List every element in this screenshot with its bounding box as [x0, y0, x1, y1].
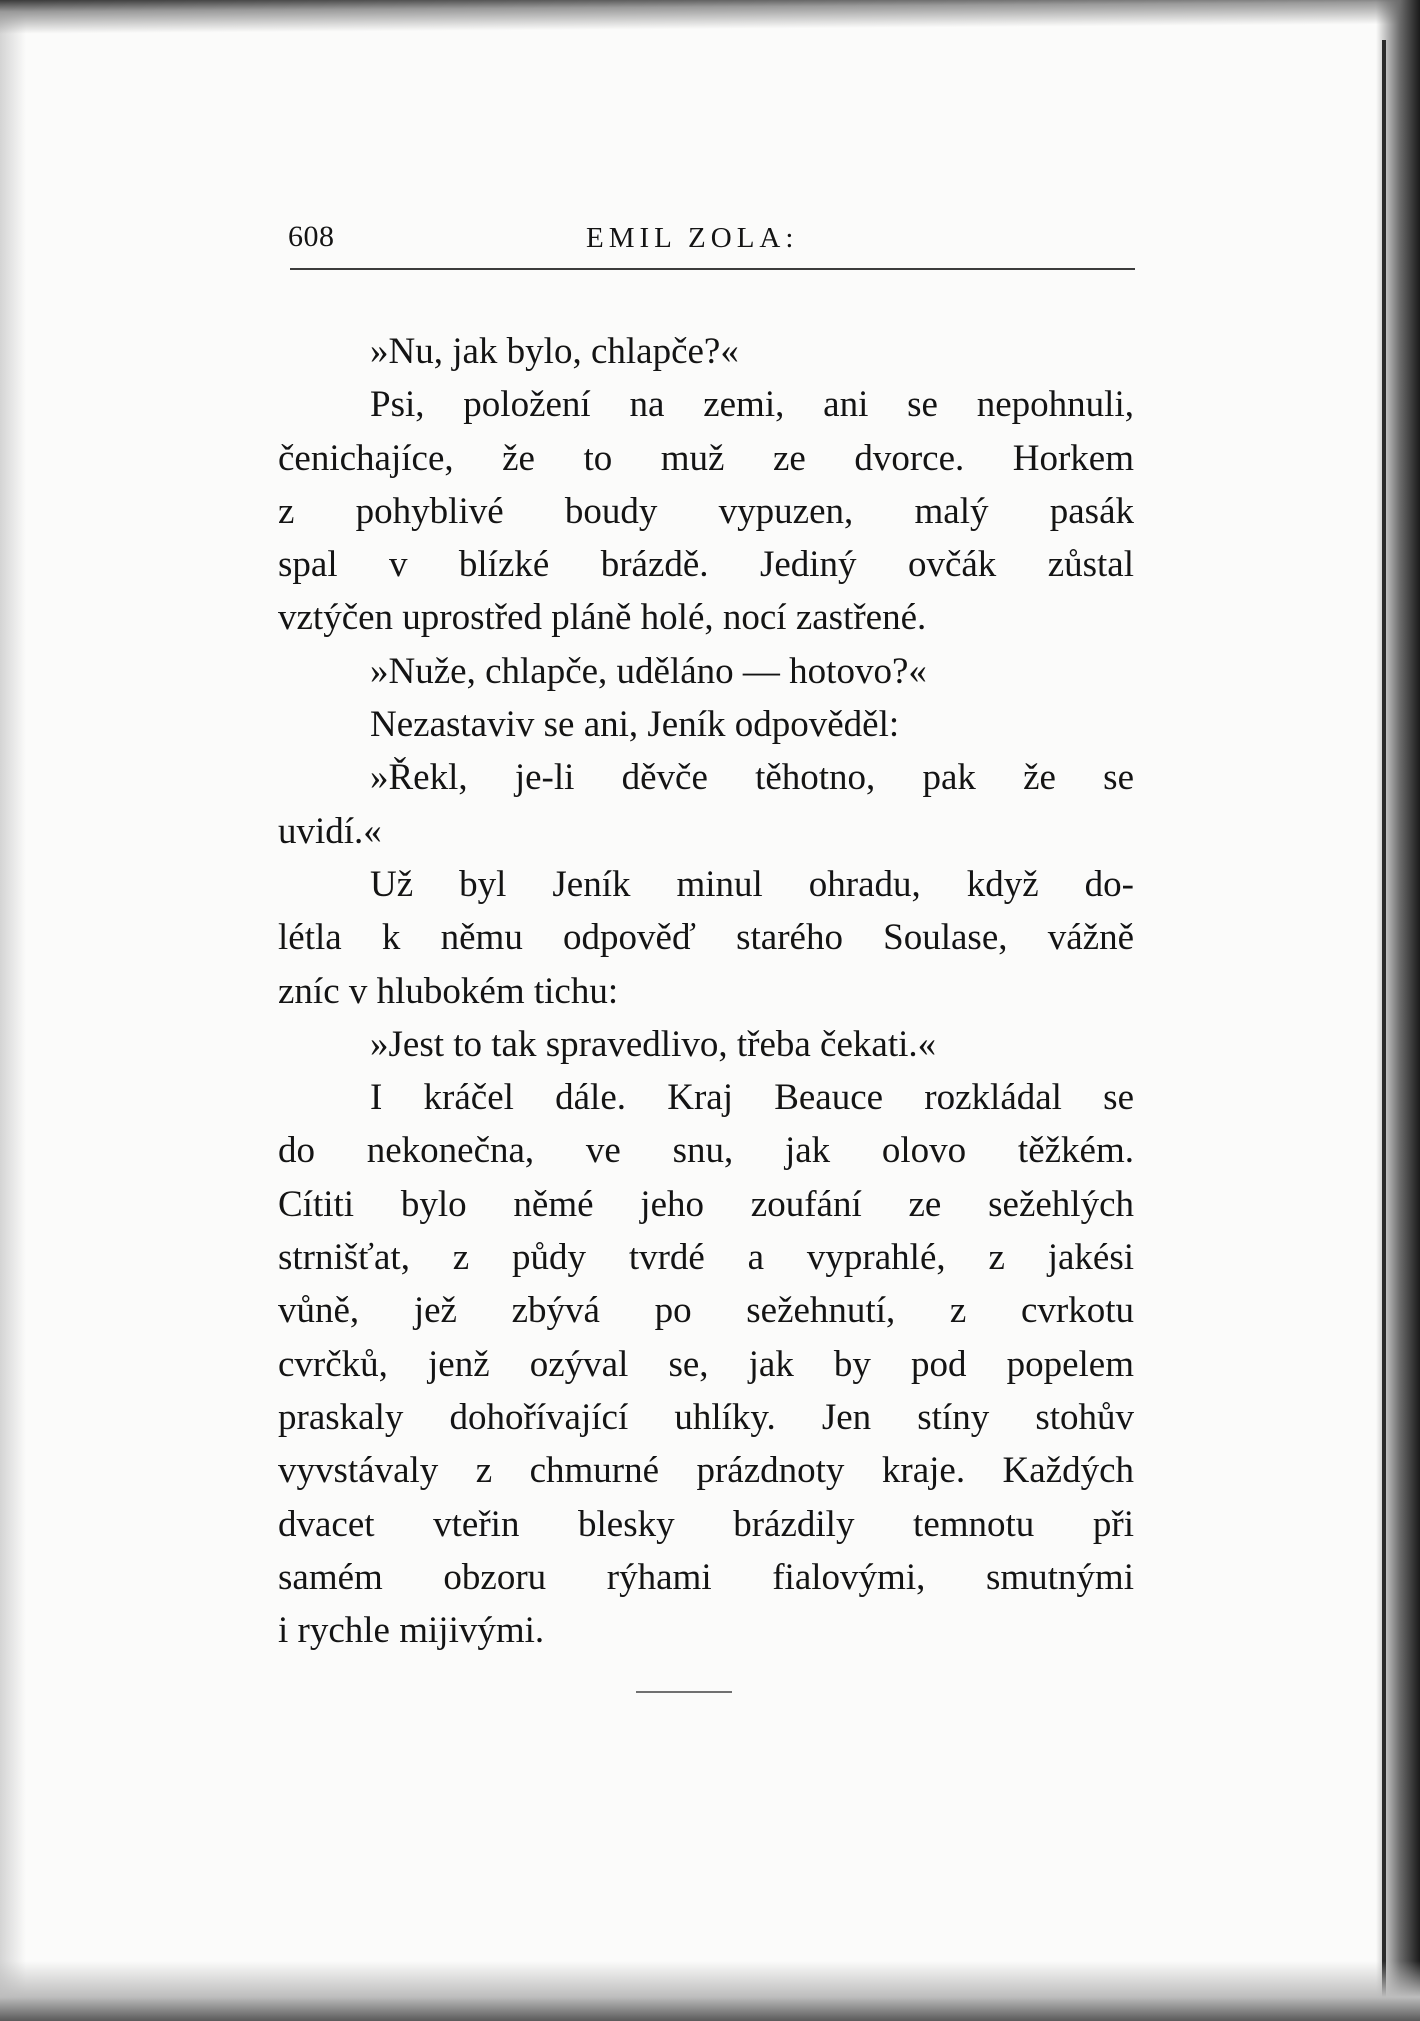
text-line: Cítiti bylo němé jeho zoufání ze sežehlých: [278, 1183, 1134, 1225]
text-line: dvacet vteřin blesky brázdily temnotu při: [278, 1503, 1134, 1545]
text-line: »Jest to tak spravedlivo, třeba čekati.«: [370, 1023, 937, 1065]
body-text: [278, 325, 1134, 1657]
text-line: čenichajíce, že to muž ze dvorce. Horkem: [278, 437, 1134, 479]
text-line: i rychle mijivými.: [278, 1610, 545, 1652]
scan-edge-left: [0, 0, 26, 2021]
text-line: praskaly dohořívající uhlíky. Jen stíny stohův: [278, 1396, 1134, 1438]
text-line: vztýčen uprostřed pláně holé, nocí zastřené.: [278, 597, 927, 639]
text-line: létla k němu odpověď starého Soulase, vážně: [278, 917, 1134, 959]
text-line: samém obzoru rýhami fialovými, smutnými: [278, 1556, 1134, 1598]
text-line: uvidí.«: [278, 810, 382, 852]
text-line: do nekonečna, ve snu, jak olovo těžkém.: [278, 1130, 1134, 1172]
text-line: »Řekl, je-li děvče těhotno, pak že se: [370, 757, 1134, 799]
text-line: zníc v hlubokém tichu:: [278, 970, 619, 1012]
header-rule: [290, 268, 1135, 270]
text-line: Nezastaviv se ani, Jeník odpověděl:: [370, 704, 900, 746]
running-head: EMIL ZOLA:: [586, 222, 799, 254]
text-line: cvrčků, jenž ozýval se, jak by pod popelem: [278, 1343, 1134, 1385]
text-line: vyvstávaly z chmurné prázdnoty kraje. Každých: [278, 1450, 1134, 1492]
page-header: [288, 216, 1138, 260]
scan-edge-bottom: [0, 1961, 1420, 2021]
text-line: vůně, jež zbývá po sežehnutí, z cvrkotu: [278, 1290, 1134, 1332]
text-line: I kráčel dále. Kraj Beauce rozkládal se: [370, 1077, 1134, 1119]
text-line: Už byl Jeník minul ohradu, když do-: [370, 863, 1134, 905]
page-number: 608: [288, 220, 335, 253]
text-line: strnišťat, z půdy tvrdé a vyprahlé, z jakési: [278, 1237, 1134, 1279]
end-rule: [636, 1691, 732, 1693]
scan-edge-top: [0, 0, 1420, 34]
text-line: »Nuže, chlapče, uděláno — hotovo?«: [370, 650, 927, 692]
scan-edge-right-line: [1382, 40, 1386, 2000]
text-line: z pohyblivé boudy vypuzen, malý pasák: [278, 490, 1134, 532]
text-line: spal v blízké brázdě. Jediný ovčák zůstal: [278, 544, 1134, 586]
text-line: »Nu, jak bylo, chlapče?«: [370, 331, 739, 372]
text-line: Psi, položení na zemi, ani se nepohnuli,: [370, 384, 1134, 426]
